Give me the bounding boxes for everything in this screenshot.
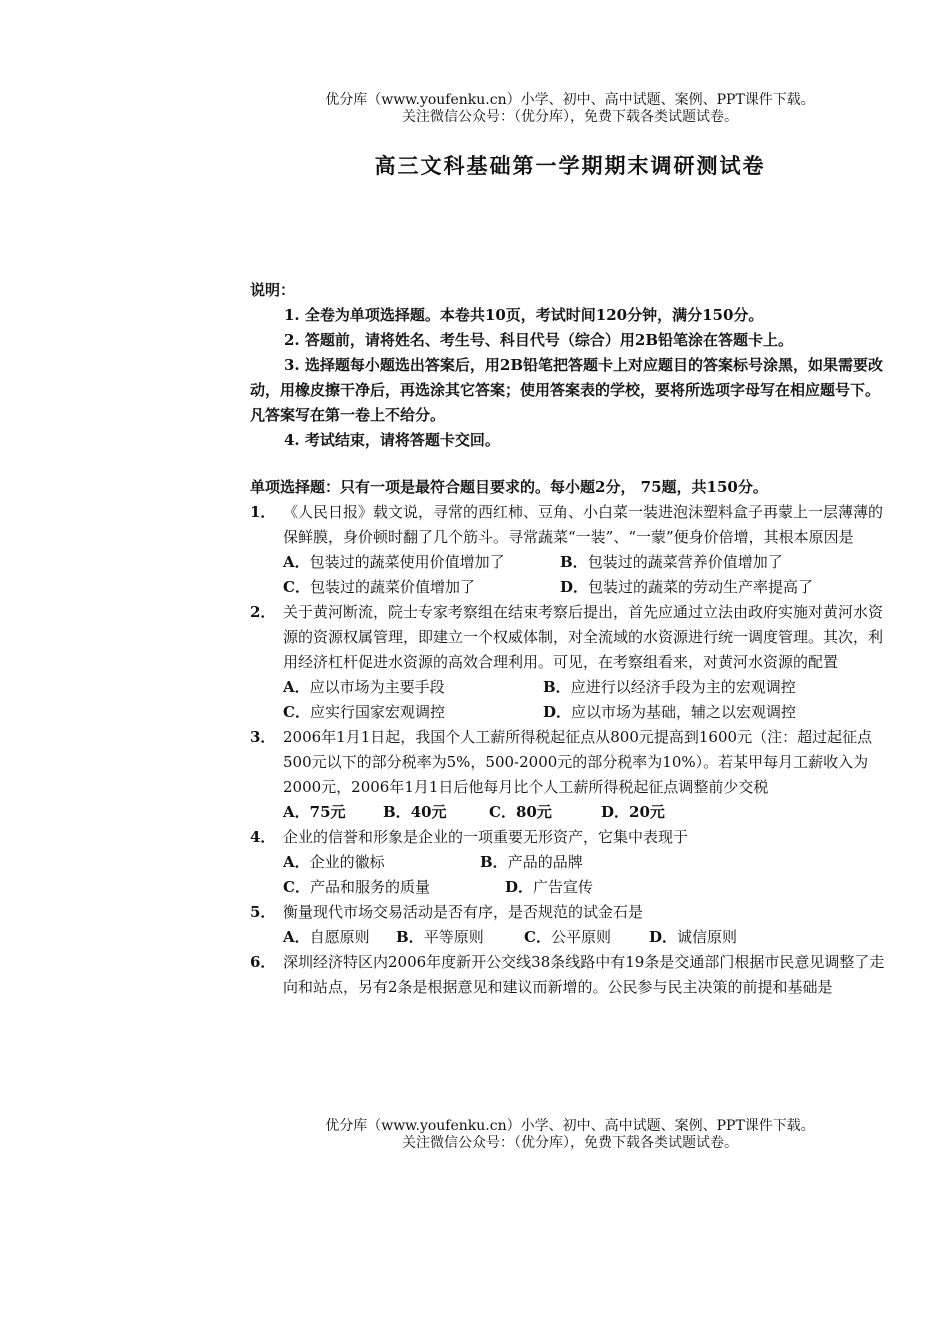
page-header — [250, 92, 890, 126]
question-number: 2． — [250, 603, 276, 621]
question-5 — [250, 900, 890, 925]
question-number: 3． — [250, 728, 276, 746]
question-text: 2006年1月1日起，我国个人工薪所得税起征点从800元提高到1600元（注：超过起征点500元以下的部分税率为5%，500-2000元的部分税率为10%）。若某甲每月工薪收入为2000元，2006年1月1日后他每月比个人工薪所得税起征点调整前少交税 — [283, 728, 873, 796]
footer-line-1: 优分库（www.youfenku.cn）小学、初中、高中试题、案例、PPT课件下载。 — [325, 1118, 815, 1134]
exam-content — [250, 278, 890, 1000]
question-text: 衡量现代市场交易活动是否有序，是否规范的试金石是 — [283, 903, 644, 921]
question-6 — [250, 950, 890, 1000]
option-c: C．产品和服务的质量 — [283, 878, 430, 896]
option-c: C．包装过的蔬菜价值增加了 — [283, 578, 475, 596]
option-b: B．产品的品牌 — [480, 853, 583, 871]
option-b: B．包装过的蔬菜营养价值增加了 — [560, 553, 783, 571]
option-row — [250, 925, 890, 950]
option-a: A．企业的徽标 — [283, 853, 385, 871]
option-row — [250, 575, 890, 600]
option-b: B．40元 — [383, 803, 447, 821]
page-footer — [250, 1118, 890, 1152]
option-b: B．平等原则 — [396, 928, 484, 946]
option-c: C．应实行国家宏观调控 — [283, 703, 445, 721]
option-row — [250, 800, 890, 825]
note-item: 4. 考试结束，请将答题卡交回。 — [284, 431, 500, 449]
question-3 — [250, 725, 890, 800]
question-text: 深圳经济特区内2006年度新开公交线38条线路中有19条是交通部门根据市民意见调整了走向和站点，另有2条是根据意见和建议而新增的。公民参与民主决策的前提和基础是 — [283, 953, 885, 996]
question-text: 《人民日报》载文说，寻常的西红柿、豆角、小白菜一装进泡沫塑料盒子再蒙上一层薄薄的保鲜膜，身价顿时翻了几个筋斗。寻常蔬菜“一装”、“一蒙”便身价倍增，其根本原因是 — [283, 503, 884, 546]
footer-line-2: 关注微信公众号：（优分库），免费下载各类试题试卷。 — [402, 1135, 738, 1151]
header-line-2: 关注微信公众号：（优分库），免费下载各类试题试卷。 — [402, 109, 738, 125]
option-row — [250, 550, 890, 575]
question-text: 企业的信誉和形象是企业的一项重要无形资产，它集中表现于 — [283, 828, 689, 846]
question-2 — [250, 600, 890, 675]
note-item: 3. 选择题每小题选出答案后，用2B铅笔把答题卡上对应题目的答案标号涂黑，如果需要改动，用橡皮擦干净后，再选涂其它答案；使用答案表的学校，要将所选项字母写在相应题号下。凡答案写在第一卷上不给分。 — [250, 356, 884, 424]
option-row — [250, 700, 890, 725]
option-d: D．诚信原则 — [649, 928, 738, 946]
note-item: 1. 全卷为单项选择题。本卷共10页，考试时间120分钟，满分150分。 — [284, 306, 764, 324]
question-number: 4． — [250, 828, 276, 846]
option-b: B．应进行以经济手段为主的宏观调控 — [543, 678, 796, 696]
header-line-1: 优分库（www.youfenku.cn）小学、初中、高中试题、案例、PPT课件下载。 — [325, 92, 815, 108]
option-a: A．应以市场为主要手段 — [283, 678, 445, 696]
option-d: D．应以市场为基础，辅之以宏观调控 — [543, 703, 797, 721]
option-a: A．75元 — [283, 803, 346, 821]
option-row — [250, 875, 890, 900]
page-title: 高三文科基础第一学期期末调研测试卷 — [374, 153, 766, 178]
option-d: D．包装过的蔬菜的劳动生产率提高了 — [560, 578, 814, 596]
question-text: 关于黄河断流，院士专家考察组在结束考察后提出，首先应通过立法由政府实施对黄河水资源的资源权属管理，即建立一个权威体制，对全流域的水资源进行统一调度管理。其次，利用经济杠杆促进水资源的高效合理利用。可见，在考察组看来，对黄河水资源的配置 — [283, 603, 884, 671]
option-c: C．公平原则 — [524, 928, 611, 946]
question-4 — [250, 825, 890, 850]
question-1 — [250, 500, 890, 550]
option-c: C．80元 — [489, 803, 552, 821]
option-row — [250, 850, 890, 875]
note-item: 2. 答题前，请将姓名、考生号、科目代号（综合）用2B铅笔涂在答题卡上。 — [284, 331, 793, 349]
question-number: 6． — [250, 953, 276, 971]
option-d: D．20元 — [601, 803, 665, 821]
section-title: 单项选择题：只有一项是最符合题目要求的。每小题2分， 75题，共150分。 — [250, 478, 768, 496]
option-a: A．自愿原则 — [283, 928, 370, 946]
option-a: A．包装过的蔬菜使用价值增加了 — [283, 553, 505, 571]
question-number: 5． — [250, 903, 276, 921]
notes-label: 说明： — [250, 281, 296, 299]
question-number: 1． — [250, 503, 276, 521]
option-row — [250, 675, 890, 700]
option-d: D．广告宣传 — [505, 878, 594, 896]
